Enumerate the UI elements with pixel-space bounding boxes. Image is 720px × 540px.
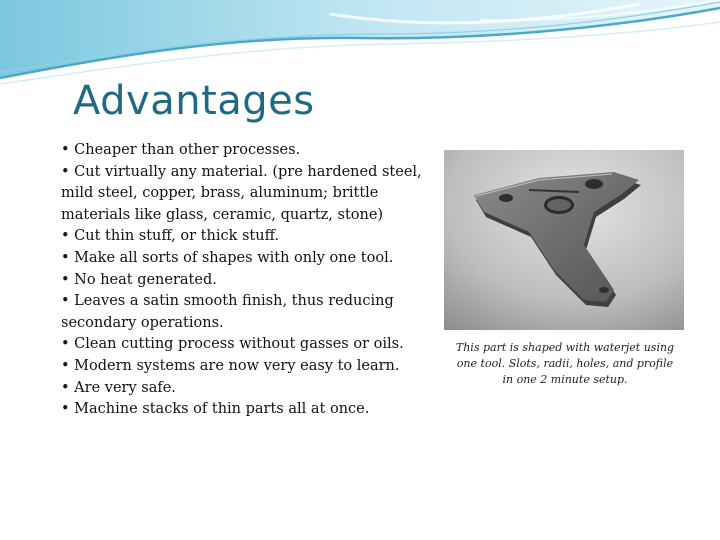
list-item: • Machine stacks of thin parts all at once.: [61, 399, 433, 421]
list-item: • Modern systems are now very easy to learn.: [61, 356, 433, 378]
list-item: • Cut virtually any material. (pre hardened steel, mild steel, copper, brass, aluminum; brittle materials like glass, ceramic, quartz, stone): [61, 162, 433, 227]
list-item: • Cheaper than other processes.: [61, 140, 433, 162]
waterjet-part-photo-icon: [444, 150, 684, 330]
list-item: • Leaves a satin smooth finish, thus reducing secondary operations.: [61, 291, 433, 334]
list-item: • Are very safe.: [61, 378, 433, 400]
list-item: • Make all sorts of shapes with only one tool.: [61, 248, 433, 270]
list-item: • No heat generated.: [61, 270, 433, 292]
list-item: • Cut thin stuff, or thick stuff.: [61, 226, 433, 248]
header-wave-decoration: [0, 0, 720, 90]
list-item: • Clean cutting process without gasses or oils.: [61, 334, 433, 356]
advantages-list: [61, 140, 433, 421]
slide-title: Advantages: [73, 78, 315, 124]
image-caption: This part is shaped with waterjet using one tool. Slots, radii, holes, and profile in one 2 minute setup.: [455, 341, 675, 386]
